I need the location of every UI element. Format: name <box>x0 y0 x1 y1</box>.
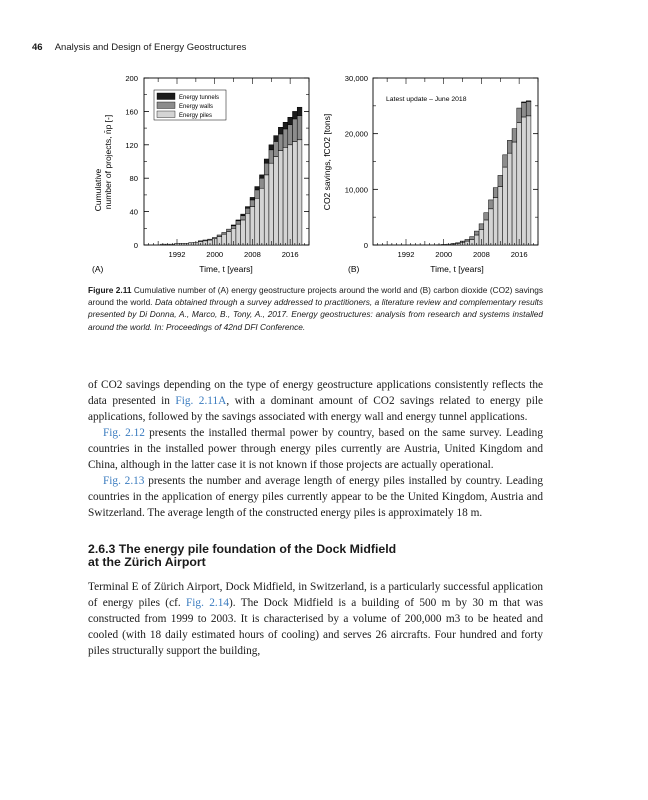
paragraph-1-end: , with a dominant amount of CO2 savings related to energy pile applications, followed by the savings associated with energy wall and energy tunnel applications. <box>88 395 543 423</box>
figure-2-11 <box>0 0 648 282</box>
fig-2-12-link[interactable]: Fig. 2.12 <box>103 427 145 439</box>
legend-swatch-piles <box>157 111 175 118</box>
panel-a-ylabel-line1: Cumulative <box>93 168 103 212</box>
panel-a-label: (A) <box>92 264 104 274</box>
y-tick-label: 80 <box>129 174 138 184</box>
body-text <box>88 377 543 659</box>
panel-b <box>322 74 538 274</box>
y-tick-label: 200 <box>125 74 138 83</box>
panel-a-legend <box>154 90 226 120</box>
x-tick-label: 1992 <box>397 250 415 259</box>
bar-energy-walls-2007 <box>474 231 479 235</box>
bar-energy-piles-2013 <box>503 167 508 245</box>
caption-label: Figure 2.11 <box>88 285 132 295</box>
bar-energy-walls-2014 <box>507 140 512 153</box>
bar-energy-walls-2004 <box>231 226 236 229</box>
y-tick-label: 0 <box>363 241 368 250</box>
bar-energy-tunnels-2010 <box>260 175 265 178</box>
bar-energy-piles-2010 <box>489 209 494 245</box>
panel-b-xlabel: Time, t [years] <box>430 264 484 274</box>
bar-energy-walls-2011 <box>264 163 269 175</box>
bar-energy-tunnels-2016 <box>288 117 293 125</box>
bar-energy-piles-2011 <box>264 175 269 245</box>
panel-b-annotation: Latest update – June 2018 <box>386 96 467 103</box>
panel-a-xlabel: Time, t [years] <box>199 264 253 274</box>
bar-energy-walls-2018 <box>297 116 302 140</box>
paragraph-2 <box>88 425 543 473</box>
bar-energy-walls-2016 <box>288 125 293 145</box>
paragraph-4-start: Terminal E of Zürich Airport, Dock Midfield, in Switzerland, is a particularly successful application of energy piles (cf. <box>88 581 543 609</box>
bar-energy-walls-2011 <box>493 188 498 198</box>
bar-energy-piles-2005 <box>236 224 241 245</box>
bar-energy-piles-2018 <box>526 116 531 245</box>
bar-energy-walls-2005 <box>465 239 470 241</box>
caption-source: Data obtained through a survey addressed to practitioners, a literature review and complementary results presented by Di Donna, A., Marco, B., Tony, A., 2017. Energy geostructures: analysis from research and systems installed around the world. In: Proceedings of 42nd DFI Conference. <box>88 297 543 332</box>
legend-label-piles: Energy piles <box>179 113 213 119</box>
bar-energy-walls-2005 <box>236 221 241 224</box>
x-tick-label: 2008 <box>472 250 490 259</box>
fig-2-13-link[interactable]: Fig. 2.13 <box>103 475 145 487</box>
bar-energy-walls-2013 <box>274 141 279 156</box>
bar-energy-piles-2017 <box>293 141 298 245</box>
bar-energy-walls-2002 <box>222 232 227 234</box>
bar-energy-walls-2017 <box>293 119 298 142</box>
bar-energy-piles-2013 <box>274 156 279 245</box>
y-tick-label: 40 <box>129 207 138 217</box>
y-tick-label: 20,000 <box>344 129 368 139</box>
bar-energy-walls-2000 <box>212 237 217 238</box>
running-title: Analysis and Design of Energy Geostructures <box>54 42 247 53</box>
bar-energy-walls-2009 <box>255 190 260 198</box>
bar-energy-tunnels-2014 <box>278 127 283 134</box>
bar-energy-walls-2006 <box>241 216 246 220</box>
fig-2-11a-link[interactable]: Fig. 2.11A <box>175 395 227 407</box>
y-tick-label: 0 <box>133 241 138 250</box>
x-tick-label: 2000 <box>206 250 224 259</box>
bar-energy-piles-2014 <box>278 151 283 245</box>
bar-energy-piles-2016 <box>288 145 293 245</box>
bar-energy-piles-2010 <box>260 188 265 245</box>
bar-energy-walls-2008 <box>479 224 484 230</box>
page-number: 46 <box>32 42 43 53</box>
bar-energy-piles-2009 <box>255 198 260 245</box>
panel-b-bars <box>437 101 531 245</box>
bar-energy-tunnels-2008 <box>250 197 255 200</box>
bar-energy-tunnels-2018 <box>297 107 302 115</box>
bar-energy-tunnels-2004 <box>231 225 236 226</box>
bar-energy-tunnels-2013 <box>274 136 279 142</box>
panel-a-bars <box>161 107 302 245</box>
paragraph-2-text: presents the installed thermal power by country, based on the same survey. Leading countries in the installed power through energy piles currently are Austria, United Kingdom and China, although in the latter case it is not known if those projects are actually operational. <box>88 427 543 471</box>
bar-energy-walls-2012 <box>498 175 503 186</box>
bar-energy-walls-2015 <box>283 129 288 147</box>
x-tick-label: 2000 <box>435 250 453 259</box>
bar-energy-piles-2006 <box>241 220 246 245</box>
bar-energy-walls-2013 <box>503 155 508 167</box>
bar-energy-piles-2009 <box>484 220 489 245</box>
bar-energy-tunnels-2011 <box>264 159 269 163</box>
bar-energy-tunnels-2015 <box>283 122 288 129</box>
panel-b-label: (B) <box>348 264 360 274</box>
figure-caption <box>88 284 543 333</box>
paragraph-3-text: presents the number and average length of energy piles installed by country. Leading countries in the application of energy piles currently appear to be the United Kingdom, Austria and Switzerland. The average length of the constructed energy piles is approximately 18 m. <box>88 475 543 519</box>
bar-energy-piles-2007 <box>245 213 250 245</box>
bar-energy-walls-2016 <box>517 108 522 122</box>
section-heading-line1: 2.6.3 The energy pile foundation of the Dock Midfield <box>88 542 397 556</box>
bar-energy-piles-2003 <box>227 232 232 245</box>
bar-energy-piles-2015 <box>283 147 288 245</box>
bar-energy-tunnels-2006 <box>241 214 246 216</box>
bar-energy-piles-2016 <box>517 123 522 245</box>
paragraph-1 <box>88 377 543 425</box>
y-tick-label: 120 <box>125 140 138 150</box>
bar-energy-tunnels-2009 <box>255 187 260 190</box>
bar-energy-walls-2018 <box>526 101 531 115</box>
x-tick-label: 1992 <box>168 250 186 259</box>
legend-label-walls: Energy walls <box>179 104 214 110</box>
x-tick-label: 2016 <box>510 250 528 259</box>
bar-energy-piles-2011 <box>493 198 498 245</box>
section-heading <box>88 543 543 569</box>
fig-2-14-link[interactable]: Fig. 2.14 <box>186 597 230 609</box>
bar-energy-piles-2014 <box>507 153 512 245</box>
y-tick-label: 160 <box>125 107 138 117</box>
paragraph-1-start: of CO2 savings depending on the type of energy geostructure applications consistently reflects the data presented in <box>88 379 543 407</box>
legend-swatch-walls <box>157 102 175 109</box>
y-tick-label: 10,000 <box>344 185 368 195</box>
bar-energy-tunnels-2017 <box>293 111 298 119</box>
section-heading-line2: at the Zürich Airport <box>88 555 206 569</box>
panel-a <box>92 74 309 274</box>
bar-energy-walls-2010 <box>489 200 494 209</box>
bar-energy-piles-2012 <box>498 187 503 245</box>
bar-energy-walls-1998 <box>203 240 208 241</box>
bar-energy-walls-2017 <box>522 102 527 116</box>
bar-energy-piles-2017 <box>522 117 527 245</box>
bar-energy-walls-2010 <box>260 178 265 188</box>
bar-energy-walls-2007 <box>245 208 250 213</box>
bar-energy-walls-2001 <box>217 235 222 237</box>
bar-energy-walls-1999 <box>208 239 213 240</box>
x-tick-label: 2016 <box>281 250 299 259</box>
bar-energy-piles-2018 <box>297 140 302 245</box>
bar-energy-piles-2015 <box>512 142 517 245</box>
panel-b-ylabel: CO2 savings, fCO2 [tons] <box>322 113 332 211</box>
bar-energy-tunnels-2007 <box>245 207 250 209</box>
paragraph-3 <box>88 473 543 521</box>
bar-energy-tunnels-2012 <box>269 145 274 150</box>
bar-energy-piles-2012 <box>269 163 274 245</box>
bar-energy-walls-2015 <box>512 129 517 142</box>
bar-energy-tunnels-2017 <box>522 102 527 103</box>
caption-text: Cumulative number of (A) energy geostructure projects around the world and (B) carbon dioxide (CO2) savings around the world. <box>88 285 543 308</box>
bar-energy-walls-2008 <box>250 200 255 207</box>
legend-swatch-tunnels <box>157 93 175 100</box>
bar-energy-tunnels-2005 <box>236 220 241 221</box>
bar-energy-walls-1997 <box>198 241 203 242</box>
x-tick-label: 2008 <box>243 250 261 259</box>
bar-energy-walls-2006 <box>470 237 475 240</box>
legend-label-tunnels: Energy tunnels <box>179 95 220 101</box>
paragraph-4 <box>88 579 543 659</box>
bar-energy-walls-2009 <box>484 213 489 220</box>
panel-a-ylabel-line2: number of projects, n̄p [-] <box>103 114 113 210</box>
bar-energy-walls-2014 <box>278 134 283 151</box>
y-tick-label: 30,000 <box>344 74 368 83</box>
bar-energy-tunnels-2018 <box>526 101 531 102</box>
paragraph-4-end: ). The Dock Midfield is a building of 500 m by 30 m that was constructed from 1999 to 2003. It is characterised by a volume of 200,000 m3 to be heated and cooled (with 18 daily estimated hours of cooling) and serves 26 aircrafts. Four hundred and forty piles structurally support the building, <box>88 597 543 657</box>
bar-energy-walls-2003 <box>227 229 232 232</box>
bar-energy-walls-2012 <box>269 150 274 163</box>
